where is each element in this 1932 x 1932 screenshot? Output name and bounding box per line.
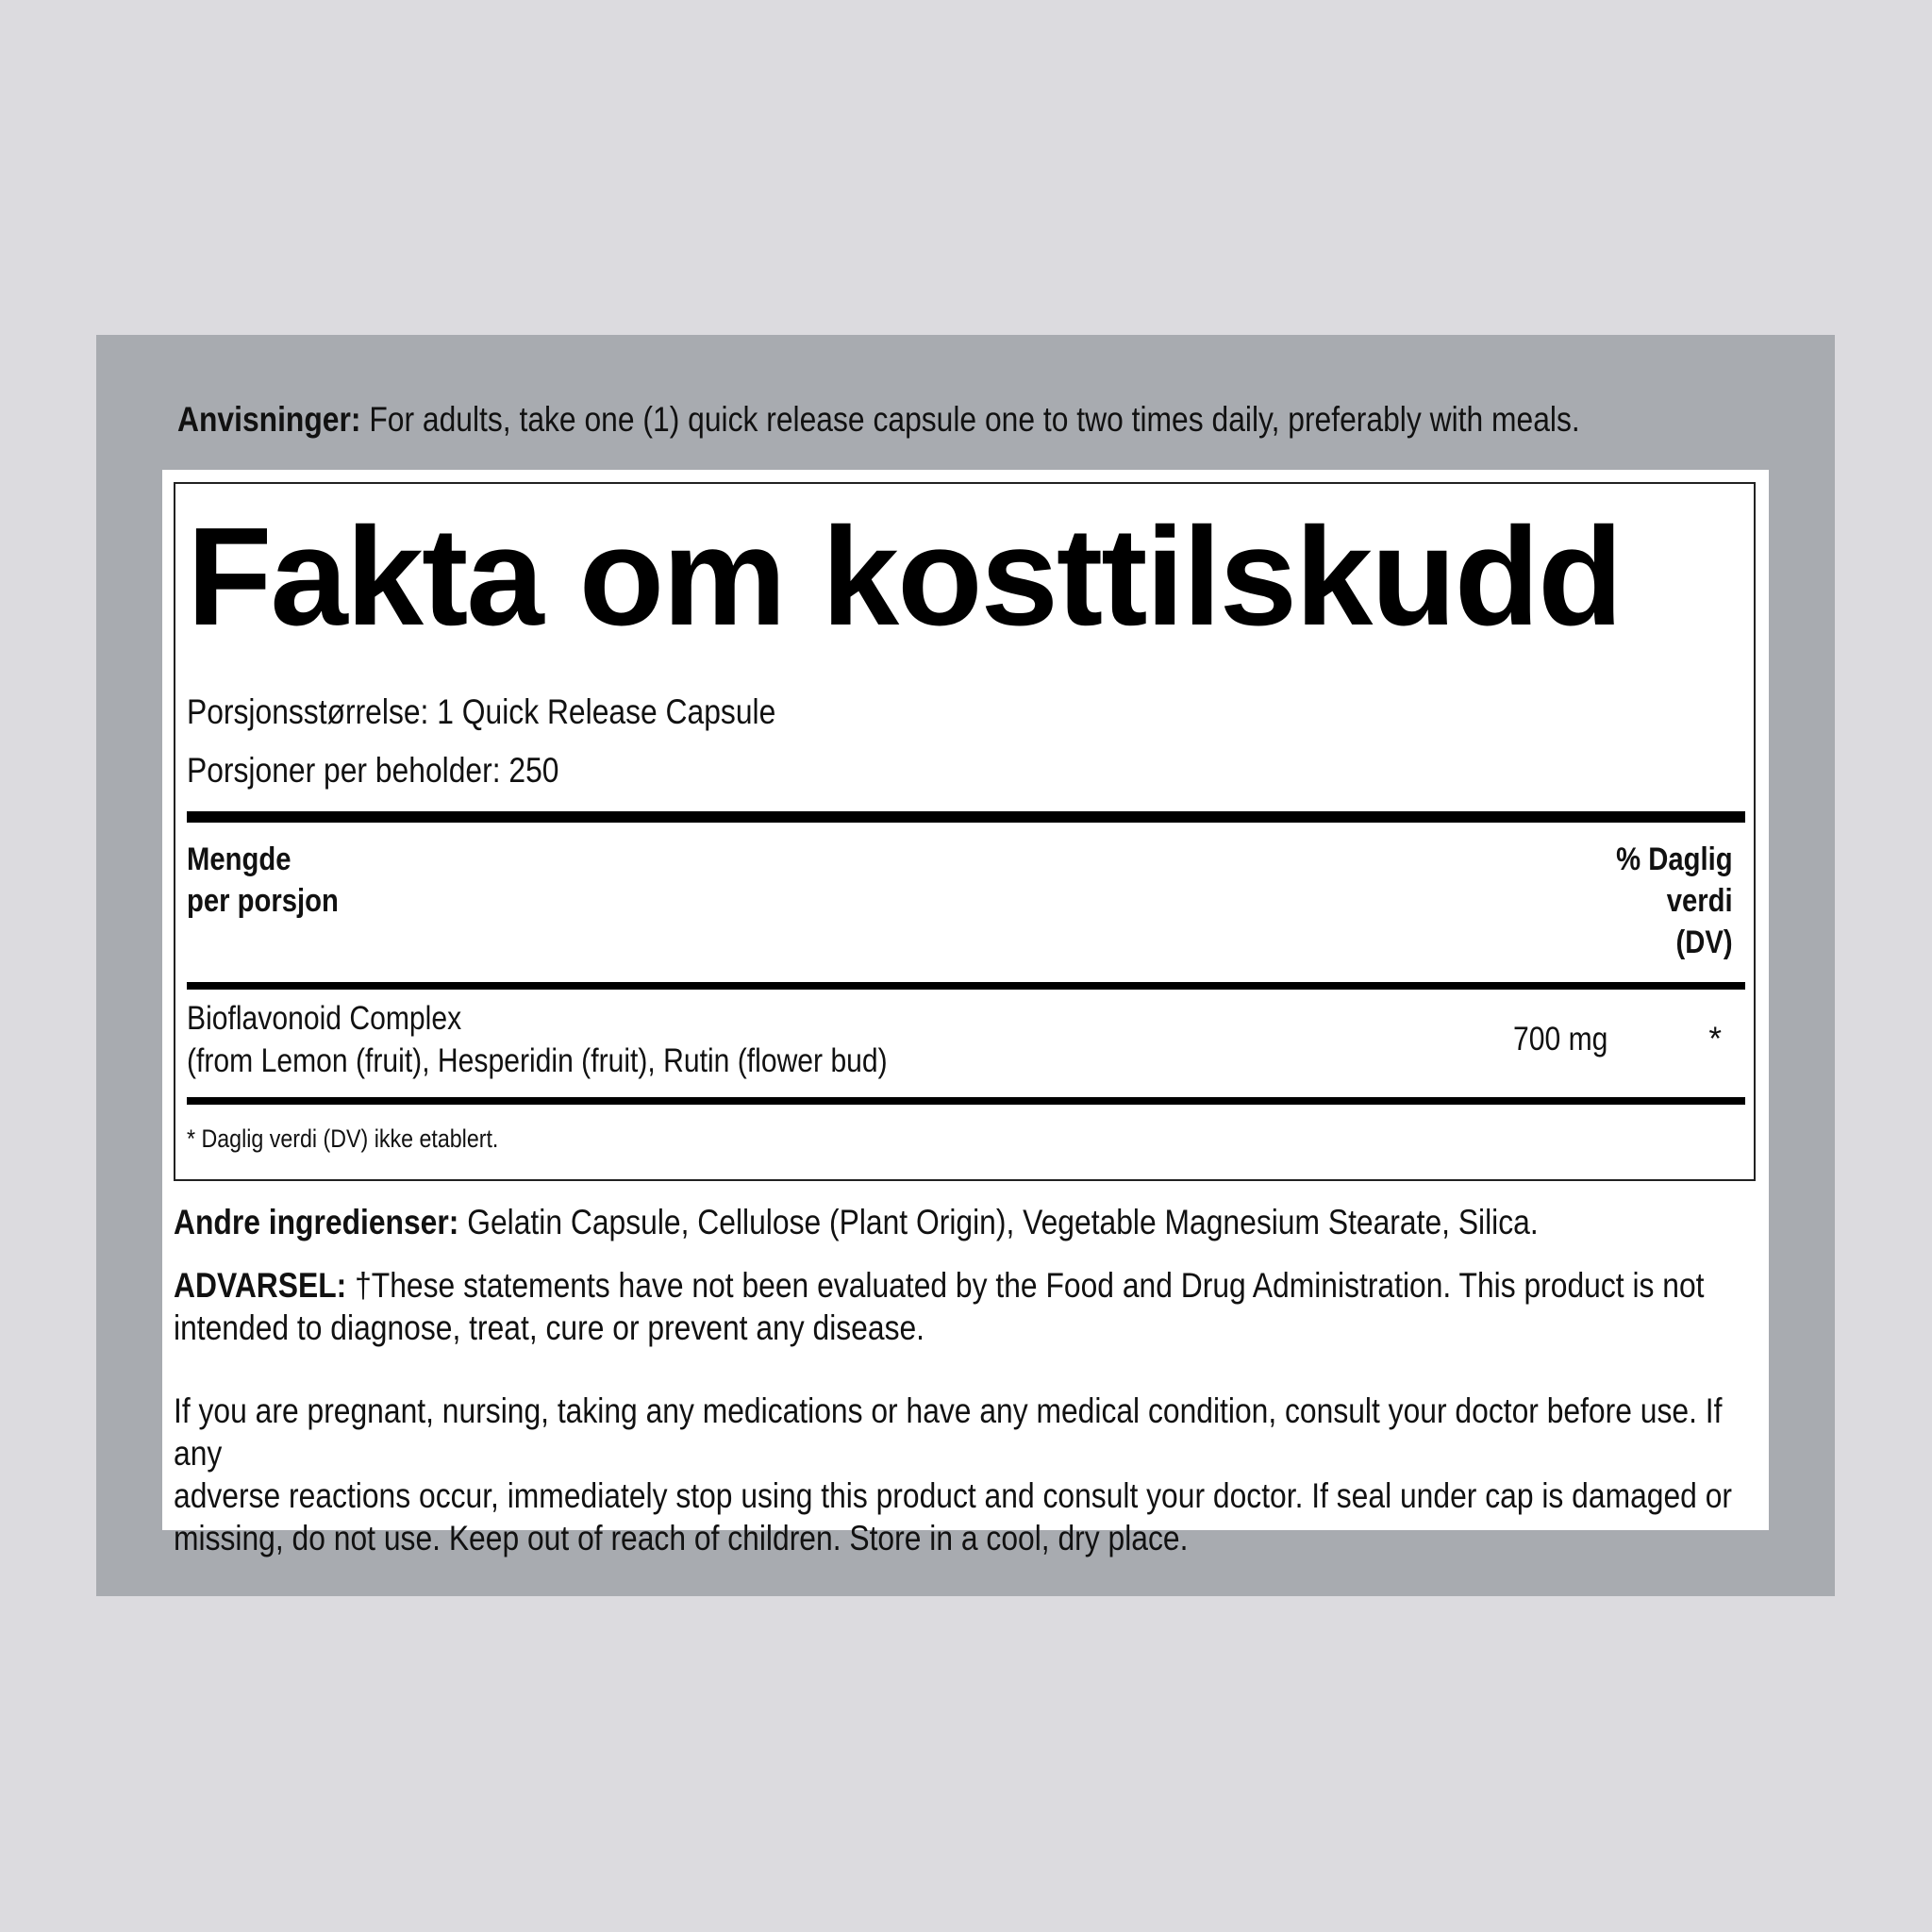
serving-size: Porsjonsstørrelse: 1 Quick Release Capsule — [187, 692, 776, 731]
medium-divider — [187, 982, 1745, 990]
dv-header-line-2: verdi — [1667, 883, 1733, 919]
safety-notice — [174, 1390, 1756, 1559]
warning — [174, 1264, 1756, 1349]
servings-per-container: Porsjoner per beholder: 250 — [187, 751, 559, 790]
safety-notice-line-3: missing, do not use. Keep out of reach of children. Store in a cool, dry place. — [174, 1519, 1189, 1557]
safety-notice-line-2: adverse reactions occur, immediately stop using this product and consult your doctor. If seal under cap is damaged or — [174, 1476, 1733, 1515]
dv-footnote: * Daglig verdi (DV) ikke etablert. — [187, 1124, 499, 1153]
other-ingredients-label: Andre ingredienser: — [174, 1203, 459, 1241]
other-ingredients-text: Gelatin Capsule, Cellulose (Plant Origin), Vegetable Magnesium Stearate, Silica. — [458, 1203, 1539, 1241]
directions-text: For adults, take one (1) quick release capsule one to two times daily, preferably with meals. — [360, 400, 1580, 439]
nutrient-name: Bioflavonoid Complex — [187, 1000, 462, 1037]
thick-divider — [187, 811, 1745, 823]
amount-header-line-2: per porsjon — [187, 883, 339, 919]
other-ingredients — [174, 1201, 1756, 1243]
facts-title: Fakta om kosttilskudd — [187, 499, 1622, 655]
nutrient-row — [187, 997, 888, 1082]
dv-header-line-1: % Daglig — [1616, 841, 1733, 877]
supplement-facts-box — [174, 482, 1756, 1181]
nutrient-daily-value: * — [1708, 1021, 1722, 1058]
dv-header-line-3: (DV) — [1675, 924, 1733, 960]
medium-divider-bottom — [187, 1097, 1745, 1105]
nutrient-source: (from Lemon (fruit), Hesperidin (fruit), Rutin (flower bud) — [187, 1042, 888, 1079]
warning-text-line-1: †These statements have not been evaluated by the Food and Drug Administration. This product is not — [346, 1266, 1705, 1305]
safety-notice-line-1: If you are pregnant, nursing, taking any medications or have any medical condition, consult your doctor before use. If any — [174, 1391, 1723, 1473]
warning-text-line-2: intended to diagnose, treat, cure or prevent any disease. — [174, 1308, 925, 1347]
directions — [177, 396, 1580, 443]
warning-label: ADVARSEL: — [174, 1266, 347, 1305]
daily-value-header — [1617, 839, 1733, 963]
nutrient-amount: 700 mg — [1513, 1021, 1608, 1058]
amount-header-line-1: Mengde — [187, 841, 291, 877]
directions-label: Anvisninger: — [177, 400, 361, 439]
amount-per-serving-header — [187, 839, 339, 922]
